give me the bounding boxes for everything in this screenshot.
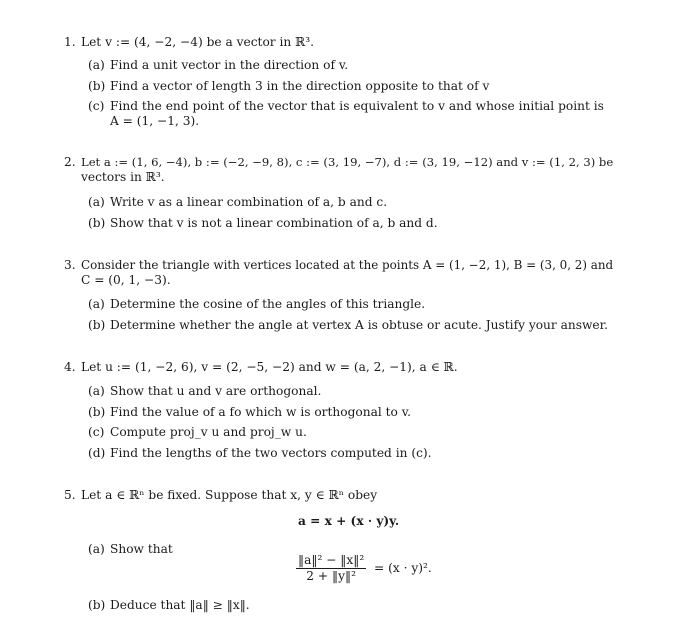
fraction-numerator: ‖a‖² − ‖x‖² (298, 553, 365, 567)
problem-3-stem-line1: Consider the triangle with vertices located at the points A = (1, −2, 1), B = (3, 0, 2) and (81, 258, 614, 272)
problem-2b-label: (b) (88, 216, 106, 230)
problem-4d-label: (d) (88, 446, 106, 460)
problem-4c-text: Compute proj_v u and proj_w u. (110, 425, 307, 439)
problem-4d-text: Find the lengths of the two vectors computed in (c). (110, 446, 432, 460)
problem-1-stem: Let v := (4, −2, −4) be a vector in ℝ³. (81, 35, 314, 49)
problem-1c-text-line1: Find the end point of the vector that is equivalent to v and whose initial point is (110, 99, 604, 113)
problem-3-stem-line2: C = (0, 1, −3). (81, 273, 171, 287)
problem-5b-text: Deduce that ‖a‖ ≥ ‖x‖. (110, 598, 250, 612)
problem-1c-text-line2: A = (1, −1, 3). (110, 114, 200, 128)
problem-2-stem-line2: vectors in ℝ³. (81, 170, 165, 184)
fraction-denominator: 2 + ‖y‖² (306, 569, 356, 583)
problem-1b-label: (b) (88, 79, 106, 93)
problem-4-number: 4. (64, 360, 76, 374)
problem-3a-text: Determine the cosine of the angles of this triangle. (110, 297, 426, 311)
problem-2b-text: Show that v is not a linear combination of a, b and d. (110, 216, 438, 230)
problem-4c-label: (c) (88, 425, 105, 439)
problem-5a-text: Show that (110, 542, 173, 556)
problem-5-fraction-rhs: = (x · y)². (374, 561, 432, 575)
problem-3b-text: Determine whether the angle at vertex A is obtuse or acute. Justify your answer. (110, 318, 608, 332)
problem-1c-label: (c) (88, 99, 105, 113)
problem-2a-label: (a) (88, 195, 105, 209)
problem-4a-text: Show that u and v are orthogonal. (110, 384, 322, 398)
problem-5-display-equation: a = x + (x · y)y. (298, 514, 400, 528)
problem-4b-text: Find the value of a fo which w is orthogonal to v. (110, 405, 412, 419)
problem-5-stem: Let a ∈ ℝⁿ be fixed. Suppose that x, y ∈ ℝⁿ obey (81, 488, 378, 502)
problem-5b-label: (b) (88, 598, 106, 612)
problem-1b-text: Find a vector of length 3 in the direction opposite to that of v (110, 79, 490, 93)
problem-4a-label: (a) (88, 384, 105, 398)
problem-5a-label: (a) (88, 542, 105, 556)
problem-2a-text: Write v as a linear combination of a, b and c. (110, 195, 388, 209)
problem-2-number: 2. (64, 155, 76, 169)
problem-3b-label: (b) (88, 318, 106, 332)
problem-3a-label: (a) (88, 297, 105, 311)
problem-1-number: 1. (64, 35, 76, 49)
problem-5-number: 5. (64, 488, 76, 502)
problem-1a-label: (a) (88, 58, 105, 72)
problem-2-stem-line1: Let a := (1, 6, −4), b := (−2, −9, 8), c := (3, 19, −7), d := (3, 19, −12) and v := (1, 2, 3) be (81, 155, 614, 169)
problem-5-fraction (296, 553, 366, 584)
problem-3-number: 3. (64, 258, 76, 272)
problem-1a-text: Find a unit vector in the direction of v. (110, 58, 349, 72)
problem-4-stem: Let u := (1, −2, 6), v = (2, −5, −2) and w = (a, 2, −1), a ∈ ℝ. (81, 360, 458, 374)
problem-4b-label: (b) (88, 405, 106, 419)
